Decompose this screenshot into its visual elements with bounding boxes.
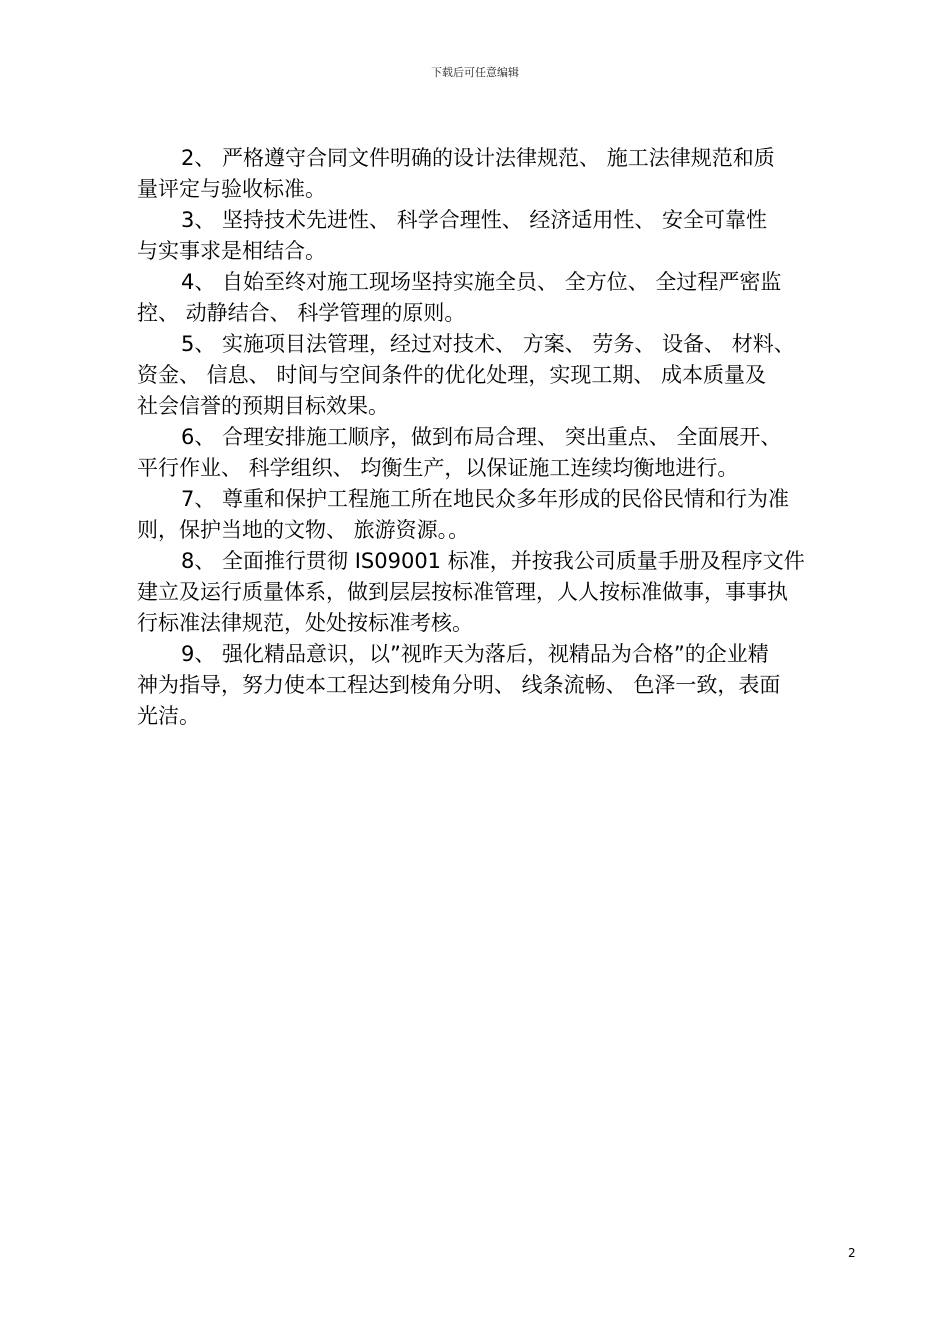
paragraph-line: 量评定与验收标准。	[137, 177, 326, 201]
paragraph-line: 8、 全面推行贯彻 IS09001 标准，并按我公司质量手册及程序文件	[181, 549, 805, 573]
paragraph-2	[137, 143, 867, 205]
paragraph-line: 与实事求是相结合。	[137, 239, 326, 263]
paragraph-line: 3、 坚持技术先进性、 科学合理性、 经济适用性、 安全可靠性	[181, 208, 768, 232]
paragraph-line: 平行作业、 科学组织、 均衡生产，以保证施工连续均衡地进行。	[137, 456, 739, 480]
paragraph-line: 2、 严格遵守合同文件明确的设计法律规范、 施工法律规范和质	[181, 146, 775, 170]
page-number: 2	[848, 1246, 856, 1260]
paragraph-line: 7、 尊重和保护工程施工所在地民众多年形成的民俗民情和行为准	[181, 487, 790, 511]
paragraph-line: 行标准法律规范，处处按标准考核。	[137, 611, 473, 635]
paragraph-line: 控、 动静结合、 科学管理的原则。	[137, 301, 466, 325]
paragraph-8	[137, 546, 867, 639]
paragraph-line: 4、 自始至终对施工现场坚持实施全员、 全方位、 全过程严密监	[181, 270, 782, 294]
paragraph-6	[137, 422, 867, 484]
document-body	[137, 143, 867, 732]
page-header: 下载后可任意编辑	[431, 66, 519, 79]
paragraph-5	[137, 329, 867, 422]
paragraph-line: 9、 强化精品意识，以”视昨天为落后，视精品为合格”的企业精	[181, 642, 769, 666]
paragraph-line: 资金、 信息、 时间与空间条件的优化处理，实现工期、 成本质量及	[137, 363, 767, 387]
paragraph-line: 则，保护当地的文物、 旅游资源。。	[137, 518, 470, 542]
paragraph-line: 神为指导，努力使本工程达到棱角分明、 线条流畅、 色泽一致，表面	[137, 673, 781, 697]
paragraph-3	[137, 205, 867, 267]
paragraph-line: 5、 实施项目法管理，经过对技术、 方案、 劳务、 设备、 材料、	[181, 332, 795, 356]
paragraph-4	[137, 267, 867, 329]
paragraph-9	[137, 639, 867, 732]
paragraph-line: 6、 合理安排施工顺序，做到布局合理、 突出重点、 全面展开、	[181, 425, 782, 449]
paragraph-7	[137, 484, 867, 546]
paragraph-line: 社会信誉的预期目标效果。	[137, 394, 389, 418]
paragraph-line: 建立及运行质量体系，做到层层按标准管理，人人按标准做事，事事执	[137, 580, 788, 604]
paragraph-line: 光洁。	[137, 704, 200, 728]
